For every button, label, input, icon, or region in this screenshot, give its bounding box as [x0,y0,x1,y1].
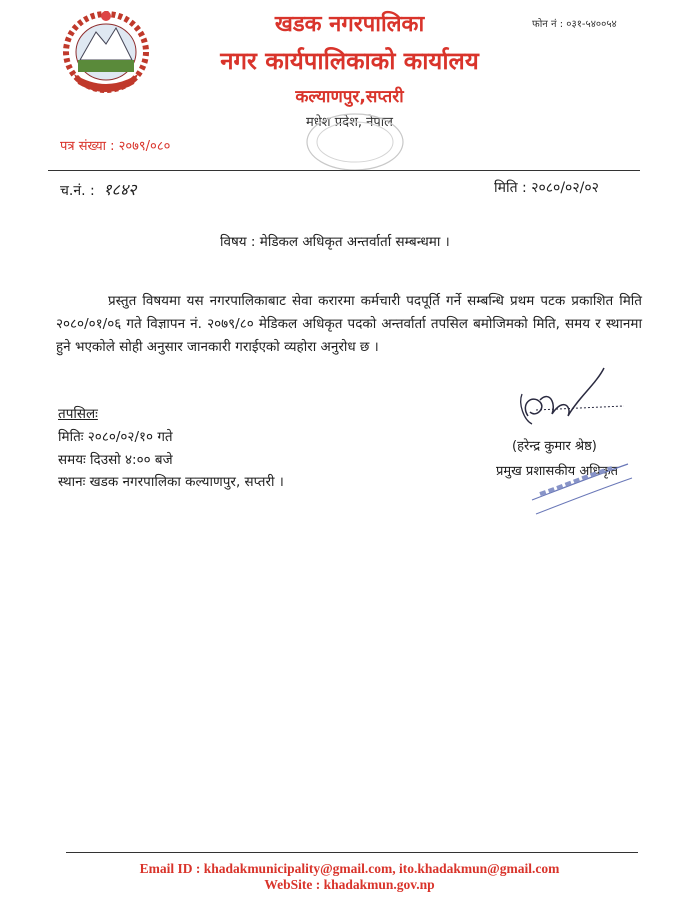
signatory-name: (हरेन्द्र कुमार श्रेष्ठ) [512,439,597,454]
footer-website: WebSite : khadakmun.gov.np [264,877,435,892]
dispatch-number [60,178,136,200]
signature-icon [506,364,626,438]
dispatch-value: १८४२ [103,180,137,199]
details-time: समयः दिउसो ४:०० बजे [58,451,173,468]
letter-number: पत्र संख्या : २०७९/०८० [60,139,171,154]
header-divider [48,170,640,171]
letter-date: मिति : २०८०/०२/०२ [494,180,599,196]
office-location: कल्याणपुर,सप्तरी [295,87,404,107]
details-place: स्थानः खडक नगरपालिका कल्याणपुर, सप्तरी । [58,474,284,490]
faded-stamp-icon [300,110,410,175]
details-heading: तपसिलः [58,406,98,422]
org-name: खडक नगरपालिका [274,12,425,37]
dispatch-label: च.नं. : [60,183,95,199]
province: मधेश प्रदेश, नेपाल [306,115,393,130]
footer-email: Email ID : khadakmunicipality@gmail.com, ito.khadakmun@gmail.com [139,861,560,876]
details-date: मितिः २०८०/०२/१० गते [58,429,173,445]
signatory-title: प्रमुख प्रशासकीय अधिकृत [496,464,619,479]
body-paragraph: प्रस्तुत विषयमा यस नगरपालिकाबाट सेवा करारमा कर्मचारी पदपूर्ति गर्ने सम्बन्धि प्रथम पटक प्रकाशित मिति २०८०/०१/०६ गते विज्ञापन नं. २०७९/८० मेडिकल अधिकृत पदको अन्तर्वार्ता तपसिल बमोजिमको मिति, समय र स्थानमा हुने भएकोले सोही अनुसार जानकारी गराईएको व्यहोरा अनुरोध छ । [56,293,642,355]
official-stamp-icon [528,460,638,520]
phone-number: फोन नं : ०३१-५४००५४ [532,19,617,30]
office-name: नगर कार्यपालिकाको कार्यालय [220,47,479,75]
subject-line: विषय : मेडिकल अधिकृत अन्तर्वार्ता सम्बन्धमा । [220,234,450,250]
footer-divider [66,852,638,853]
details-list [58,426,284,494]
